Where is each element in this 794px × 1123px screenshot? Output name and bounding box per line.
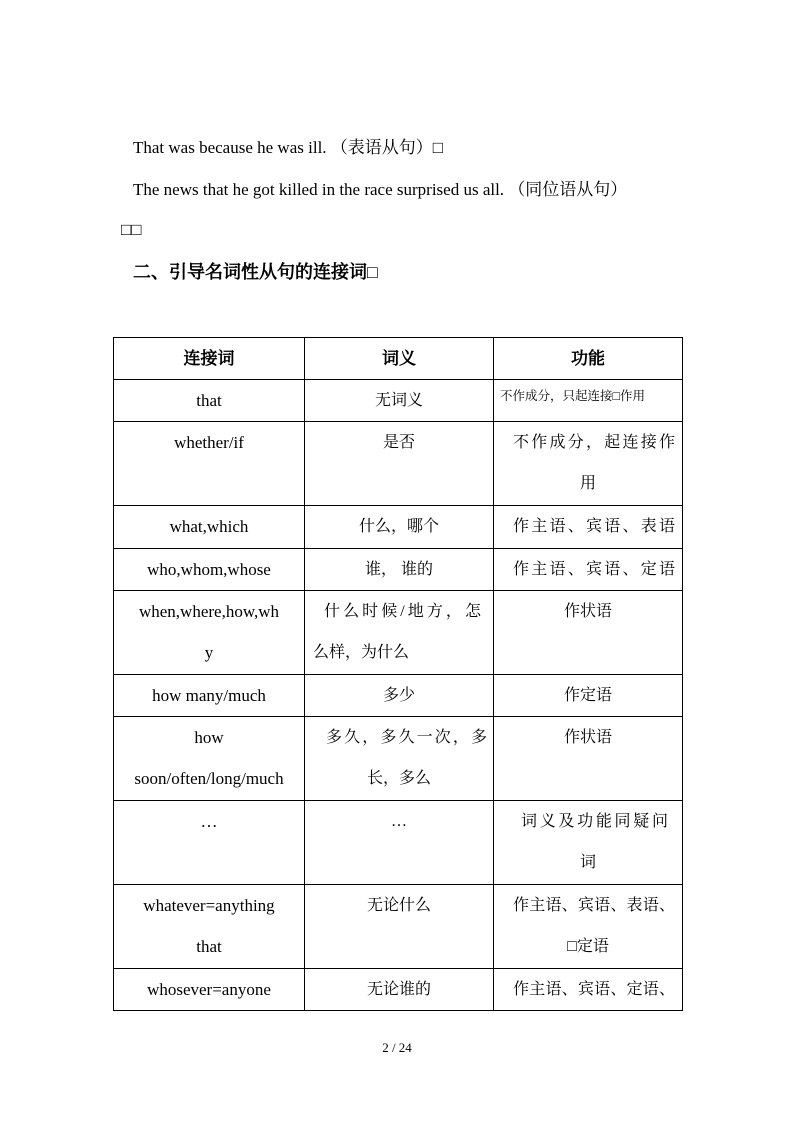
header-meaning-text: 词义	[382, 349, 416, 368]
table-row	[114, 591, 683, 675]
connective-text: who,whom,whose	[147, 560, 271, 579]
meaning-cell	[305, 675, 494, 717]
meaning-text-continued: 长，多么	[366, 770, 431, 787]
function-text: 不作成分，起连接作	[513, 434, 675, 451]
connective-cell	[114, 675, 305, 717]
header-cell-meaning	[305, 338, 494, 380]
connective-cell	[114, 801, 305, 885]
table-row	[114, 801, 683, 885]
connective-text: when,where,how,wh	[138, 602, 280, 621]
function-text-continued: 词	[579, 854, 596, 871]
meaning-text: 谁， 谁的	[364, 561, 433, 578]
table-row	[114, 969, 683, 1011]
meaning-text: 是否	[382, 434, 415, 451]
meaning-cell	[305, 549, 494, 591]
meaning-text: …	[391, 813, 407, 830]
function-text: 作状语	[563, 603, 612, 620]
connective-cell	[114, 717, 305, 801]
table-header-row	[114, 338, 683, 380]
connective-cell	[114, 591, 305, 675]
example-sentence-predicative: That was because he was ill. （表语从句）□	[133, 138, 444, 157]
function-text: 作主语、宾语、定语、	[513, 981, 675, 998]
function-cell	[494, 422, 683, 506]
connective-text: whosever=anyone	[147, 980, 271, 999]
meaning-cell	[305, 380, 494, 422]
table-row	[114, 422, 683, 506]
connective-text-continued: y	[204, 643, 214, 662]
function-text-continued: 用	[579, 475, 596, 492]
meaning-cell	[305, 969, 494, 1011]
meaning-cell	[305, 591, 494, 675]
meaning-text: 无论什么	[366, 897, 431, 914]
meaning-text-continued: 么样，为什么	[313, 644, 410, 661]
function-text: 作主语、宾语、定语	[513, 561, 675, 578]
connective-text: whether/if	[174, 433, 244, 452]
connective-text: how many/much	[152, 686, 266, 705]
function-cell	[494, 717, 683, 801]
connective-cell	[114, 969, 305, 1011]
function-text: 词义及功能同疑问	[521, 813, 668, 830]
page-number: 2 / 24	[382, 1040, 412, 1055]
meaning-cell	[305, 506, 494, 549]
connective-cell	[114, 549, 305, 591]
function-text: 作状语	[563, 729, 612, 746]
example-sentence-appositive-continuation: □□	[121, 220, 142, 239]
header-function-text: 功能	[571, 349, 605, 368]
connective-text: …	[200, 812, 218, 831]
function-text: 作主语、宾语、表语、	[513, 897, 675, 914]
function-text: 作定语	[563, 687, 612, 704]
function-cell	[494, 969, 683, 1011]
function-cell	[494, 380, 683, 422]
function-text: 作主语、宾语、表语	[513, 518, 675, 535]
header-cell-connective	[114, 338, 305, 380]
function-text-continued: □定语	[567, 938, 609, 955]
connective-text: what,which	[169, 517, 249, 536]
meaning-text: 什么，哪个	[358, 518, 439, 535]
connective-text-continued: soon/often/long/much	[134, 769, 284, 788]
connective-text-continued: that	[196, 937, 222, 956]
meaning-cell	[305, 422, 494, 506]
connective-cell	[114, 506, 305, 549]
table-row	[114, 885, 683, 969]
connective-text: that	[196, 391, 222, 410]
connective-text: how	[194, 728, 224, 747]
connective-cell	[114, 380, 305, 422]
table-row	[114, 506, 683, 549]
header-cell-function	[494, 338, 683, 380]
table-row	[114, 549, 683, 591]
section-heading: 二、引导名词性从句的连接词□	[133, 262, 378, 282]
header-connective-text: 连接词	[183, 349, 235, 368]
function-cell	[494, 675, 683, 717]
table-row	[114, 717, 683, 801]
meaning-text: 多少	[382, 687, 415, 704]
function-cell	[494, 885, 683, 969]
meaning-cell	[305, 885, 494, 969]
meaning-cell	[305, 717, 494, 801]
connectives-table	[113, 337, 683, 1011]
example-sentence-appositive: The news that he got killed in the race surprised us all. （同位语从句）	[133, 180, 628, 199]
meaning-text: 多久，多久一次，多	[326, 729, 487, 746]
meaning-text: 什么时候/地方，怎	[324, 603, 481, 620]
function-cell	[494, 591, 683, 675]
table-row	[114, 675, 683, 717]
connective-text: whatever=anything	[143, 896, 275, 915]
function-cell	[494, 506, 683, 549]
function-text: 不作成分，只起连接□作用	[500, 389, 646, 403]
connective-cell	[114, 422, 305, 506]
function-cell	[494, 549, 683, 591]
meaning-cell	[305, 801, 494, 885]
function-cell	[494, 801, 683, 885]
meaning-text: 无词义	[374, 392, 423, 409]
meaning-text: 无论谁的	[366, 981, 431, 998]
connective-cell	[114, 885, 305, 969]
table-row	[114, 380, 683, 422]
